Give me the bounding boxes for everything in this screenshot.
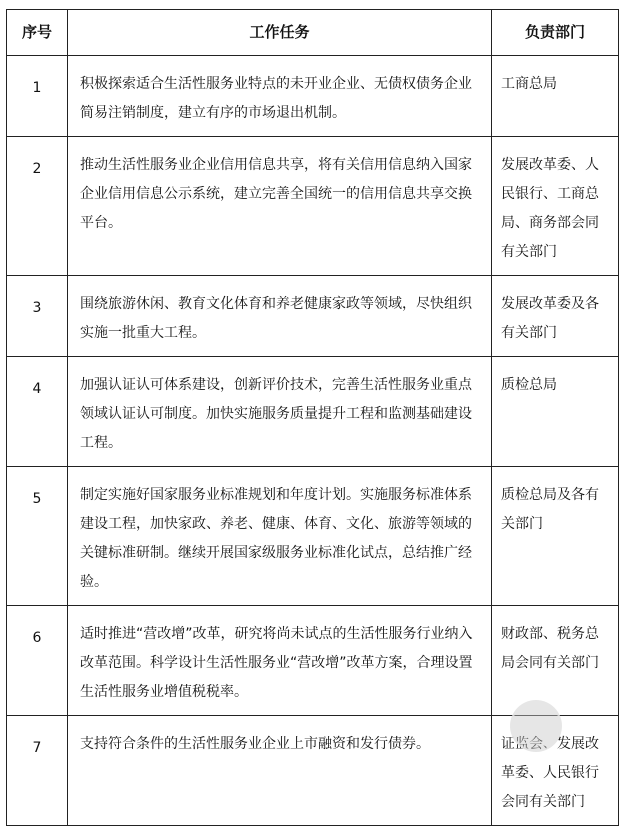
row-dept: 财政部、税务总局会同有关部门 [492, 606, 619, 716]
row-dept: 质检总局及各有关部门 [492, 467, 619, 606]
row-dept: 发展改革委及各有关部门 [492, 276, 619, 357]
row-task: 适时推进“营改增”改革，研究将尚未试点的生活性服务行业纳入改革范围。科学设计生活性服务业“营改增”改革方案，合理设置生活性服务业增值税税率。 [68, 606, 492, 716]
table-row [7, 606, 619, 716]
table-row [7, 137, 619, 276]
watermark-logo [510, 700, 562, 752]
table-row [7, 357, 619, 467]
row-task: 加强认证认可体系建设，创新评价技术，完善生活性服务业重点领域认证认可制度。加快实施服务质量提升工程和监测基础建设工程。 [68, 357, 492, 467]
row-dept: 证监会、发展改革委、人民银行会同有关部门 [492, 716, 619, 826]
table-row [7, 276, 619, 357]
row-task: 积极探索适合生活性服务业特点的未开业企业、无债权债务企业简易注销制度，建立有序的市场退出机制。 [68, 56, 492, 137]
row-dept: 发展改革委、人民银行、工商总局、商务部会同有关部门 [492, 137, 619, 276]
row-num: 4 [7, 357, 68, 467]
table-row [7, 467, 619, 606]
row-num: 6 [7, 606, 68, 716]
row-task: 制定实施好国家服务业标准规划和年度计划。实施服务标准体系建设工程，加快家政、养老、健康、体育、文化、旅游等领域的关键标准研制。继续开展国家级服务业标准化试点，总结推广经验。 [68, 467, 492, 606]
row-num: 3 [7, 276, 68, 357]
row-dept: 质检总局 [492, 357, 619, 467]
row-task: 推动生活性服务业企业信用信息共享，将有关信用信息纳入国家企业信用信息公示系统，建立完善全国统一的信用信息共享交换平台。 [68, 137, 492, 276]
header-num: 序号 [7, 10, 68, 56]
header-task: 工作任务 [68, 10, 492, 56]
row-task: 支持符合条件的生活性服务业企业上市融资和发行债券。 [68, 716, 492, 826]
row-num: 5 [7, 467, 68, 606]
row-task: 围绕旅游休闲、教育文化体育和养老健康家政等领域，尽快组织实施一批重大工程。 [68, 276, 492, 357]
table-header [7, 10, 619, 56]
row-num: 2 [7, 137, 68, 276]
row-num: 1 [7, 56, 68, 137]
row-num: 7 [7, 716, 68, 826]
row-dept: 工商总局 [492, 56, 619, 137]
table-row [7, 56, 619, 137]
header-dept: 负责部门 [492, 10, 619, 56]
